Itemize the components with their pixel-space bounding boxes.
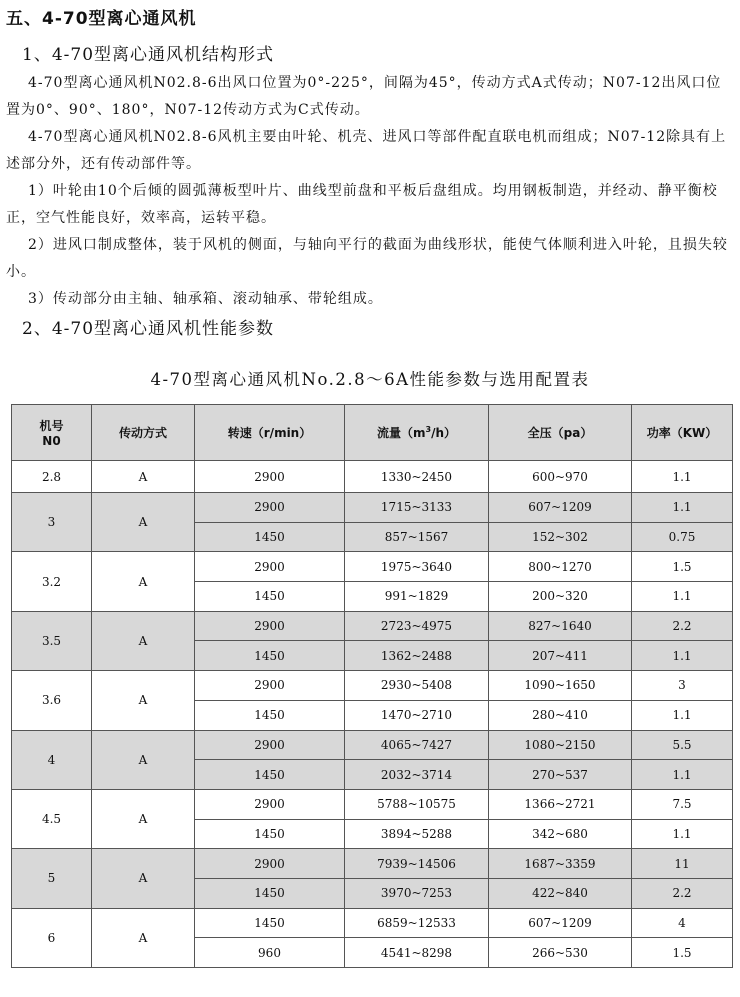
cell-drive: A [92, 611, 195, 670]
header-power: 功率（KW） [632, 405, 733, 461]
cell-drive: A [92, 849, 195, 908]
paragraph-outlet-position: 4-70型离心通风机N02.8-6出风口位置为0°-225°，间隔为45°，传动方式A式传动；N07-12出风口位置为0°、90°、180°，N07-12传动方式为C式传动。 [6, 75, 722, 118]
table-header-row [12, 405, 733, 461]
cell-speed: 1450 [195, 878, 345, 908]
cell-speed: 2900 [195, 730, 345, 760]
cell-model: 6 [12, 908, 92, 967]
cell-model: 3 [12, 493, 92, 552]
cell-flow: 2032~3714 [345, 760, 489, 790]
cell-pressure: 607~1209 [489, 493, 632, 523]
cell-speed: 2900 [195, 789, 345, 819]
cell-power: 1.1 [632, 760, 733, 790]
cell-power: 2.2 [632, 611, 733, 641]
cell-pressure: 1090~1650 [489, 671, 632, 701]
table-row [12, 552, 733, 582]
cell-pressure: 827~1640 [489, 611, 632, 641]
cell-flow: 2930~5408 [345, 671, 489, 701]
section-title: 五、4-70型离心通风机 [6, 9, 197, 29]
paragraph-inlet: 2）进风口制成整体，装于风机的侧面，与轴向平行的截面为曲线形状，能使气体顺利进入叶轮，且损失较小。 [6, 237, 728, 280]
cell-drive: A [92, 461, 195, 493]
cell-flow: 857~1567 [345, 522, 489, 552]
header-speed: 转速（r/min） [195, 405, 345, 461]
table-row [12, 611, 733, 641]
cell-model: 3.6 [12, 671, 92, 730]
header-model-line1: 机号 [39, 419, 64, 433]
cell-power: 1.1 [632, 819, 733, 849]
table-row [12, 730, 733, 760]
cell-power: 1.5 [632, 938, 733, 968]
cell-flow: 991~1829 [345, 582, 489, 612]
cell-flow: 1470~2710 [345, 700, 489, 730]
cell-power: 1.1 [632, 461, 733, 493]
paragraph-components: 4-70型离心通风机N02.8-6风机主要由叶轮、机壳、进风口等部件配直联电机而组成；N07-12除具有上述部分外，还有传动部件等。 [6, 129, 727, 172]
paragraph-transmission: 3）传动部分由主轴、轴承箱、滚动轴承、带轮组成。 [28, 291, 383, 307]
cell-model: 5 [12, 849, 92, 908]
cell-flow: 7939~14506 [345, 849, 489, 879]
performance-table [11, 404, 733, 968]
cell-speed: 1450 [195, 641, 345, 671]
paragraph-impeller: 1）叶轮由10个后倾的圆弧薄板型叶片、曲线型前盘和平板后盘组成。均用钢板制造，并经动、静平衡校正，空气性能良好，效率高，运转平稳。 [6, 183, 718, 226]
cell-flow: 1330~2450 [345, 461, 489, 493]
table-row [12, 493, 733, 523]
cell-power: 4 [632, 908, 733, 938]
cell-power: 1.1 [632, 493, 733, 523]
cell-flow: 4541~8298 [345, 938, 489, 968]
cell-drive: A [92, 789, 195, 848]
table-row [12, 461, 733, 493]
cell-pressure: 270~537 [489, 760, 632, 790]
table-row [12, 789, 733, 819]
cell-speed: 2900 [195, 552, 345, 582]
header-model-line2: N0 [42, 434, 61, 448]
cell-speed: 1450 [195, 582, 345, 612]
cell-pressure: 152~302 [489, 522, 632, 552]
cell-pressure: 800~1270 [489, 552, 632, 582]
table-row [12, 671, 733, 701]
cell-power: 5.5 [632, 730, 733, 760]
cell-speed: 2900 [195, 611, 345, 641]
subsection-title-structure: 1、4-70型离心通风机结构形式 [22, 45, 275, 65]
cell-model: 3.5 [12, 611, 92, 670]
cell-power: 1.1 [632, 641, 733, 671]
cell-pressure: 1687~3359 [489, 849, 632, 879]
cell-flow: 1362~2488 [345, 641, 489, 671]
cell-pressure: 280~410 [489, 700, 632, 730]
header-drive: 传动方式 [92, 405, 195, 461]
cell-speed: 1450 [195, 908, 345, 938]
cell-speed: 1450 [195, 819, 345, 849]
cell-speed: 2900 [195, 493, 345, 523]
subsection-title-performance: 2、4-70型离心通风机性能参数 [22, 319, 275, 339]
cell-flow: 2723~4975 [345, 611, 489, 641]
cell-drive: A [92, 908, 195, 967]
cell-flow: 1975~3640 [345, 552, 489, 582]
cell-speed: 1450 [195, 700, 345, 730]
cell-drive: A [92, 730, 195, 789]
table-row [12, 849, 733, 879]
cell-drive: A [92, 493, 195, 552]
cell-power: 0.75 [632, 522, 733, 552]
cell-flow: 3970~7253 [345, 878, 489, 908]
cell-model: 2.8 [12, 461, 92, 493]
cell-pressure: 422~840 [489, 878, 632, 908]
cell-power: 1.1 [632, 582, 733, 612]
cell-pressure: 1080~2150 [489, 730, 632, 760]
cell-power: 2.2 [632, 878, 733, 908]
cell-speed: 2900 [195, 461, 345, 493]
cell-speed: 960 [195, 938, 345, 968]
header-model [12, 405, 92, 461]
cell-model: 3.2 [12, 552, 92, 611]
cell-flow: 5788~10575 [345, 789, 489, 819]
cell-pressure: 207~411 [489, 641, 632, 671]
cell-power: 3 [632, 671, 733, 701]
cell-pressure: 342~680 [489, 819, 632, 849]
table-row [12, 908, 733, 938]
cell-speed: 2900 [195, 849, 345, 879]
cell-flow: 3894~5288 [345, 819, 489, 849]
cell-model: 4.5 [12, 789, 92, 848]
cell-pressure: 1366~2721 [489, 789, 632, 819]
cell-power: 1.5 [632, 552, 733, 582]
cell-flow: 4065~7427 [345, 730, 489, 760]
cell-flow: 1715~3133 [345, 493, 489, 523]
cell-power: 1.1 [632, 700, 733, 730]
cell-flow: 6859~12533 [345, 908, 489, 938]
cell-model: 4 [12, 730, 92, 789]
table-title: 4-70型离心通风机No.2.8～6A性能参数与选用配置表 [150, 370, 590, 389]
cell-drive: A [92, 552, 195, 611]
cell-pressure: 200~320 [489, 582, 632, 612]
header-flow: 流量$(m^3/h)$ [345, 405, 489, 461]
cell-speed: 1450 [195, 760, 345, 790]
cell-drive: A [92, 671, 195, 730]
header-pressure: 全压（pa） [489, 405, 632, 461]
cell-pressure: 607~1209 [489, 908, 632, 938]
cell-pressure: 266~530 [489, 938, 632, 968]
cell-power: 7.5 [632, 789, 733, 819]
cell-power: 11 [632, 849, 733, 879]
cell-speed: 1450 [195, 522, 345, 552]
cell-pressure: 600~970 [489, 461, 632, 493]
cell-speed: 2900 [195, 671, 345, 701]
